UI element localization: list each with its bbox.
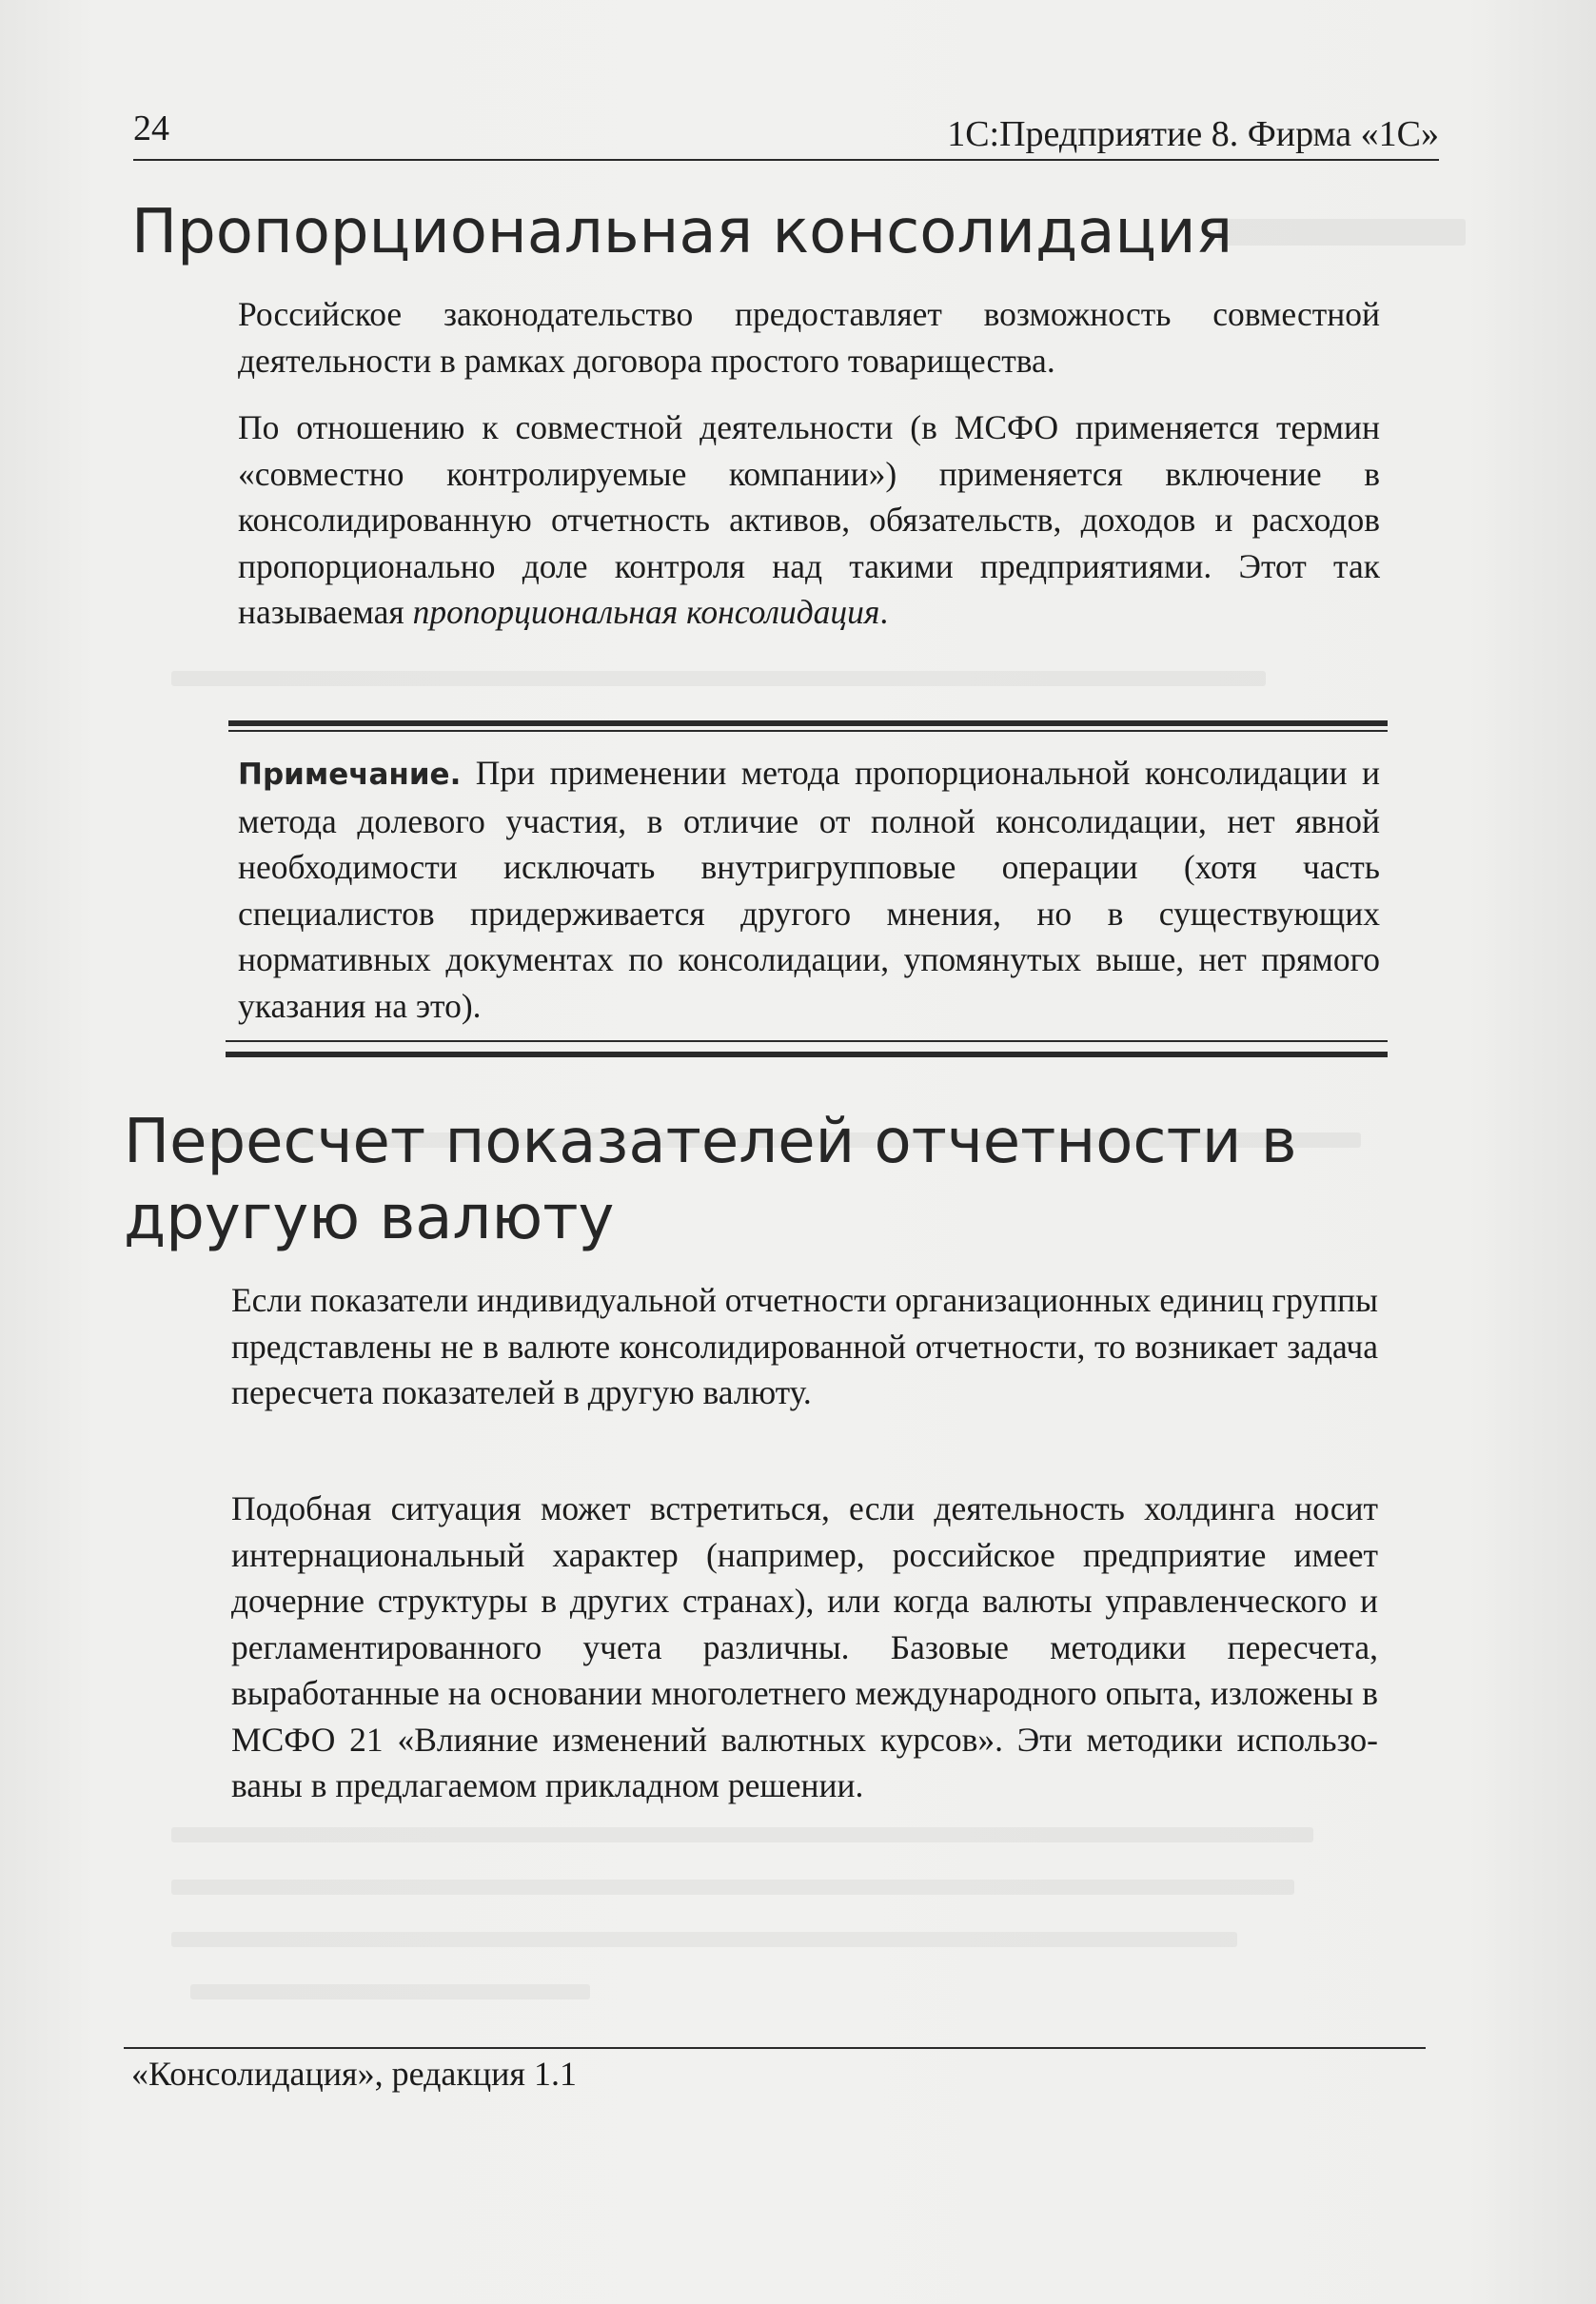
note-rule-bottom-thin xyxy=(226,1040,1388,1042)
note-rule-top xyxy=(228,720,1388,726)
show-through-mark xyxy=(1218,219,1466,246)
running-header xyxy=(133,105,1439,162)
note-rule-bottom xyxy=(226,1052,1388,1057)
footer-rule xyxy=(124,2047,1426,2049)
paragraph-text: По отношению к совместной деятельности (в МСФО применяется термин «совместно контролируемые компании») применяется включение в консолидированную отчетность активов, обязательств, доходов и расходов пропорционально доле контроля над такими предприятиями. Этот так называемая xyxy=(238,408,1380,631)
header-rule xyxy=(133,159,1439,161)
paragraph: Российское законодательство предоставляет возможность совместной деятельности в рамках договора простого товарищества. xyxy=(238,295,1380,380)
note-rule-top-thin xyxy=(228,730,1388,732)
section-title: Пропорциональная консолидация xyxy=(131,197,1233,267)
paragraph: Если показатели индивидуальной отчетности организационных единиц группы представлены не в валюте консолидированной отчетности, то возникает задача пересчета показателей в другую валюту. xyxy=(231,1281,1378,1411)
note-label: Примечание. xyxy=(238,758,462,792)
show-through-mark xyxy=(190,1984,590,1999)
running-title: 1С:Предприятие 8. Фирма «1С» xyxy=(947,114,1439,154)
note-text: При применении метода пропорциональной консолидации и метода долевого участия, в отличие от полной консолидации, нет явной необходимости исключать внутригрупповые операции (хотя часть специалистов придерживается другого мнения, но в существующих нормативных документах по консолидации, упомянутых выше, нет прямого указания на это). xyxy=(238,754,1380,1025)
emphasized-term: пропорциональная консолидация xyxy=(412,593,880,631)
show-through-mark xyxy=(171,671,1266,686)
note xyxy=(238,750,1380,1029)
paragraph-end: . xyxy=(879,593,889,631)
footer-text: «Консолидация», редакция 1.1 xyxy=(131,2055,577,2093)
show-through-mark xyxy=(171,1827,1313,1842)
show-through-mark xyxy=(171,1880,1294,1895)
page-number: 24 xyxy=(133,108,169,148)
paragraph: Подобная ситуация может встретиться, если деятельность холдинга носит интернациональный характер (например, российское предприятие имеет дочерние структуры в других странах), или когда валюты управленческого и регламентированного учета различны. Базовые методики пересчета, выработанные на основании многолетнего международного опыта, изложены в МСФО 21 «Влияние изменений валютных курсов». Эти методики использованы в предлагаемом прикладном решении. xyxy=(231,1489,1378,1804)
show-through-mark xyxy=(171,1932,1237,1947)
section-title: Пересчет показателей отчетности в другую валюту xyxy=(124,1107,1297,1253)
paragraph xyxy=(238,404,1380,636)
